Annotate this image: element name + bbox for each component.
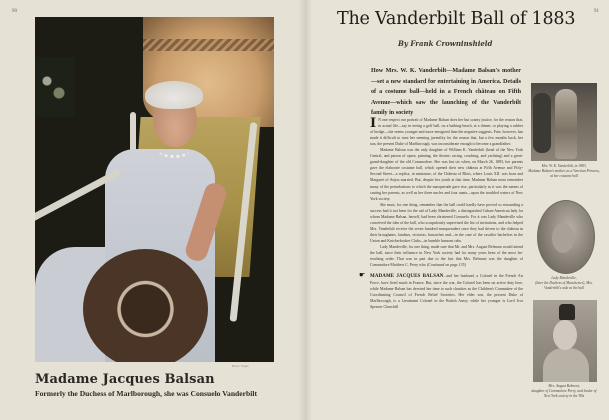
mandeville-oval-portrait	[537, 200, 595, 274]
portrait-bodice	[543, 348, 589, 382]
hair	[145, 81, 203, 109]
body-paragraph: I N one respect our portrait of Madame Balsan does her but scanty justice, for the reason that, in actual life—say in teeing a golf ball, on a bathing-beach, at a dinner, or playing a rubber of bridge—she seems younger and more energized than the negative suggests. Fate, however, has made it difficult to trust her seeming juvenility for the reason that, but a few months back, her son, the present Duke of Marlborough, was inconsiderate enough to become a grandfather.	[370, 116, 523, 147]
caption-mandeville: Lady Mandeville, (later the Duchess of Manchester), Mrs. Vanderbilt's aide at the ball	[535, 276, 593, 290]
article-body	[359, 116, 524, 310]
balsan-lead: MADAME JACQUES BALSAN	[370, 274, 444, 280]
straw-hat	[83, 249, 208, 362]
left-page	[0, 0, 304, 420]
page-number-right: 91	[594, 9, 599, 14]
photo-credit: Horst / Vogue	[232, 364, 249, 368]
caption-vanderbilt: Mrs. W. K. Vanderbilt, in 1883, Madame Balsan's mother, as a Venetian Princess, at her costume ball	[528, 164, 600, 178]
article-headline: The Vanderbilt Ball of 1883	[337, 9, 576, 29]
belmont-portrait	[533, 300, 597, 382]
drop-cap: I	[370, 116, 377, 131]
body-paragraph: Lady Mandeville, for one thing, made sure that Mr. and Mrs. August Belmont would attend the ball, since their influence in New York society had for many years been of the most far-reaching order. That was in part due to the fact that Mrs. Belmont was the daughter of Commodore Matthew C. Perry who (Continued on page 135)	[370, 244, 523, 268]
body-paragraph: She must, for one thing, remember that the ball could hardly have proved so resounding a success had it not been for the aid of Lady Mandeville, a distinguished Cuban-American lady for whom Madame Balsan, herself, had been christened Consuelo. For it was Lady Mandeville who conceived the idea of the ball, who scrupulously supervised the list of invitations, and who helped Mrs. Vanderbilt receive the seven hundred masqueraders once they had driven to the château in their broughams, landaus, victorias, barouches and—in the case of the cavalier bachelors in the Union and Knickerbocker Clubs—in humble hansom cabs.	[370, 202, 523, 243]
portrait-face	[552, 223, 574, 253]
gutter-shadow	[298, 0, 312, 420]
portrait-photo	[35, 17, 274, 362]
background-foliage	[533, 93, 551, 153]
body-paragraph: Madame Balsan was the only daughter of William K. Vanderbilt (head of the New York Central, and patron of opera, painting, the theatre, racing, coaching, and yachting) and a great-grand-daughter of the old Commodore. She was but six when, on March 26, 1883, her parents gave the elaborate costume ball, which opened their new château at Fifth Avenue and Fifty-Second Street—a replica, in miniature, of the Château of Blois, where Louis XII. was born and Margaret of Anjou married. But, despite her youth at that time, Madame Balsan must remember many of the perturbations to which the masquerade gave rise, particularly as it was the means of casting her parents, as well as her three uncles and four aunts—upon the troubled waters of New York society.	[370, 148, 523, 201]
byline: By Frank Crowninshield	[398, 39, 493, 48]
continued-link[interactable]: (Continued on page 135)	[426, 263, 466, 268]
caption-title: Madame Jacques Balsan	[35, 372, 215, 387]
pointing-hand-icon: ☛	[359, 271, 366, 280]
urn-pattern	[143, 39, 274, 51]
foliage	[35, 57, 75, 117]
article-dek: How Mrs. W. K. Vanderbilt—Madame Balsan's mother—set a new standard for entertaining in America. Details of a costume ball—held in a French château on Fifth Avenue—which saw the launching of the Vanderbilt family in society	[371, 68, 521, 117]
costumed-figure	[555, 89, 577, 159]
portrait-face	[553, 320, 577, 350]
tiara	[559, 304, 575, 320]
balsan-paragraph: ☛ MADAME JACQUES BALSAN...and her husband, a Colonel in the French Air Force, have lived much in France. But, since the war, the Colonel has been on active duty here, while Madame Balsan has devoted her time to such charities as the Children's Committee of the Coordinating Council of French Relief Societies. Her elder son, the present Duke of Marlborough, is a Lieutenant Colonel in the British Army; while her younger is Lord Ivor Spencer Churchill	[359, 271, 524, 310]
caption-belmont: Mrs. August Belmont, daughter of Commodore Perry, and leader of New York society in the '80s	[531, 384, 597, 398]
caption-subtitle: Formerly the Duchess of Marlborough, she was Consuelo Vanderbilt	[35, 389, 257, 398]
vanderbilt-costume-photo	[531, 83, 597, 161]
pearl-necklace	[159, 145, 189, 158]
page-number-left: 90	[12, 9, 17, 14]
